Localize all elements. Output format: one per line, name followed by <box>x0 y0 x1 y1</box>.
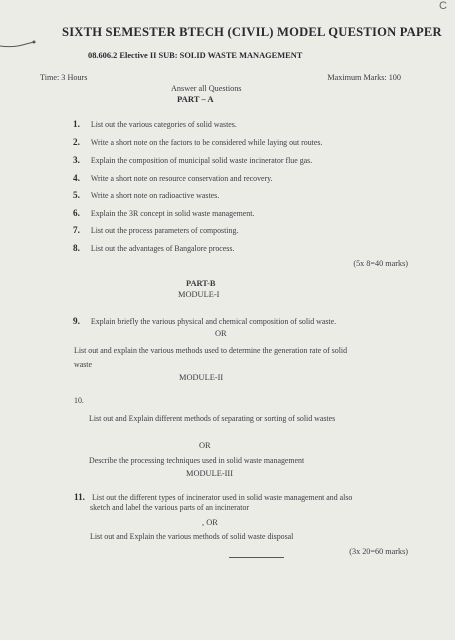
question-number: 9. <box>73 316 80 326</box>
question-number: 10. <box>74 396 84 405</box>
maximum-marks: Maximum Marks: 100 <box>327 73 401 82</box>
question-text: Write a short note on radioactive wastes. <box>90 191 220 200</box>
paper-title: SIXTH SEMESTER BTECH (CIVIL) MODEL QUESTION PAPER <box>62 25 442 39</box>
question-number: 4. <box>73 173 80 183</box>
question-text: List out and Explain different methods of separating or sorting of solid wastes <box>89 414 336 423</box>
question-row <box>73 168 273 186</box>
question-text: Explain the 3R concept in solid waste management. <box>90 209 255 218</box>
question-text: sketch and label the various parts of an incinerator <box>90 503 250 512</box>
module-3-heading: MODULE-III <box>186 469 233 478</box>
question-row <box>73 185 219 203</box>
alternative-question-line: waste <box>74 360 92 369</box>
question-row <box>73 132 322 150</box>
part-b-marks: (3x 20=60 marks) <box>349 547 408 556</box>
question-text: Explain the composition of municipal solid waste incinerator flue gas. <box>90 156 313 165</box>
question-number: 8. <box>73 243 80 253</box>
part-a-heading: PART – A <box>177 94 214 104</box>
or-separator: OR <box>199 441 211 450</box>
question-number: 5. <box>73 190 80 200</box>
paper-subtitle: 08.606.2 Elective II SUB: SOLID WASTE MANAGEMENT <box>88 51 303 60</box>
question-text: List out the advantages of Bangalore process. <box>90 244 235 253</box>
question-number: 1. <box>73 119 80 129</box>
question-number: 2. <box>73 137 80 147</box>
question-text: Explain briefly the various physical and chemical composition of solid waste. <box>90 317 337 326</box>
module-2-heading: MODULE-II <box>179 373 224 382</box>
or-separator: OR <box>215 329 227 338</box>
question-number: 6. <box>73 208 80 218</box>
question-number: 11. <box>74 492 85 502</box>
module-1-heading: MODULE-I <box>178 290 220 299</box>
corner-mark: C <box>439 0 447 12</box>
question-number: 3. <box>73 155 80 165</box>
question-text: List out the process parameters of composting. <box>90 226 239 235</box>
time-allowed: Time: 3 Hours <box>40 73 88 82</box>
part-a-instruction: Answer all Questions <box>171 84 242 93</box>
part-a-marks: (5x 8=40 marks) <box>353 259 408 268</box>
alternative-question-line: Describe the processing techniques used in solid waste management <box>89 456 305 465</box>
question-row <box>73 220 238 238</box>
question-number: 7. <box>73 225 80 235</box>
question-row <box>73 311 336 329</box>
question-text: Write a short note on the factors to be considered while laying out routes. <box>90 138 323 147</box>
end-rule <box>229 557 284 558</box>
part-b-heading: PART-B <box>186 279 216 288</box>
question-text: Write a short note on resource conservation and recovery. <box>90 174 273 183</box>
question-row <box>73 238 234 256</box>
alternative-question-line: List out and Explain the various methods of solid waste disposal <box>90 532 294 541</box>
question-row <box>73 150 312 168</box>
punch-hole-mark <box>0 38 40 52</box>
question-row <box>73 114 237 132</box>
question-text: List out the different types of incinerator used in solid waste management and also <box>91 493 353 502</box>
alternative-question-line: List out and explain the various methods used to determine the generation rate of solid <box>74 346 348 355</box>
or-separator: , OR <box>202 518 218 527</box>
question-row <box>73 203 254 221</box>
question-text: List out the various categories of solid wastes. <box>90 120 237 129</box>
